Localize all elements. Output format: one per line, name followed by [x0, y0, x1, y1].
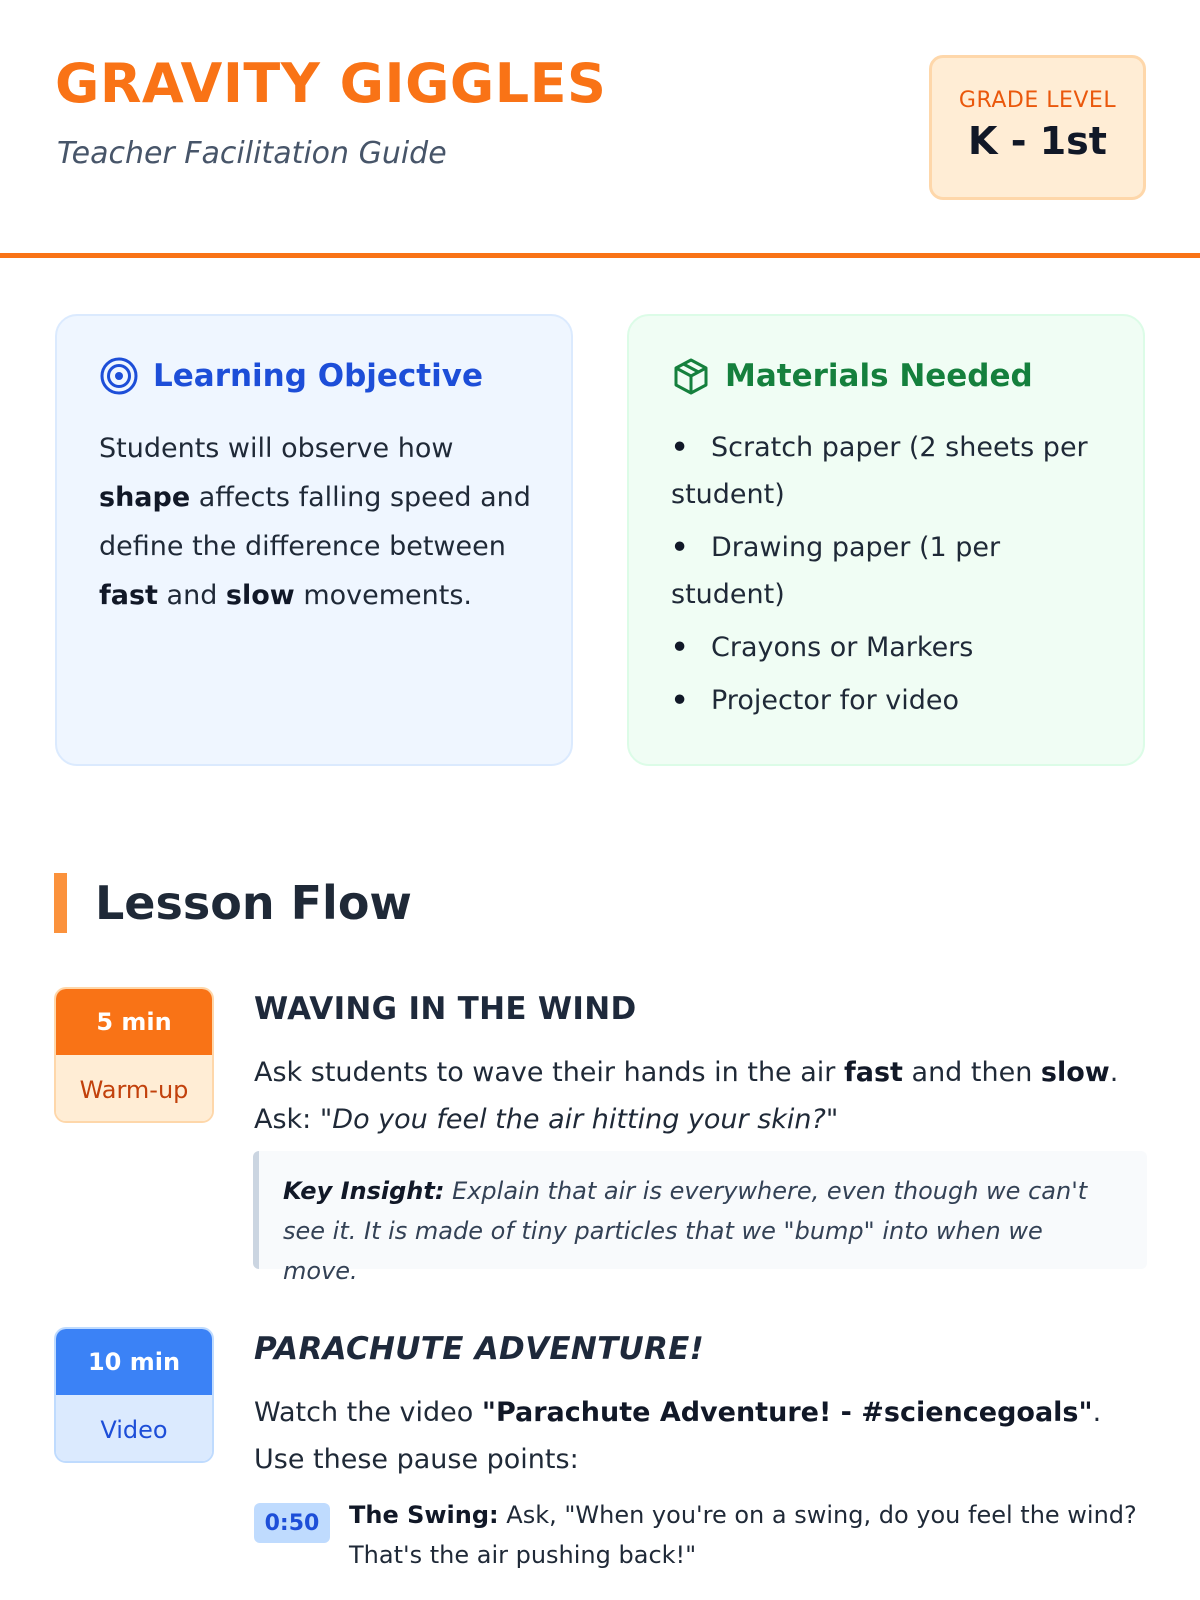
page-header [0, 0, 1200, 255]
step-title: WAVING IN THE WIND [254, 991, 637, 1027]
list-item: • Drawing paper (1 per student) [671, 532, 1001, 610]
lesson-flow-section-header [54, 873, 412, 933]
learning-objective-card [55, 314, 573, 766]
grade-level-badge [929, 55, 1146, 200]
pause-timestamp: 0:50 [254, 1503, 330, 1543]
key-insight-callout: Key Insight: Explain that air is everywhere, even though we can't see it. It is made of tiny particles that we "bump" into when we move. [253, 1151, 1147, 1269]
video-pause-point [254, 1495, 1154, 1575]
step-description: Watch the video "Parachute Adventure! - #sciencegoals". Use these pause points: [254, 1397, 1102, 1475]
step-description: Ask students to wave their hands in the air fast and then slow. Ask: "Do you feel the air hitting your skin?" [254, 1057, 1119, 1135]
lesson-flow-heading: Lesson Flow [95, 876, 412, 930]
header-divider [0, 253, 1200, 258]
materials-list [671, 424, 1121, 730]
section-accent-bar [54, 873, 67, 933]
step-duration-badge [54, 1327, 214, 1463]
step-title: PARACHUTE ADVENTURE! [254, 1331, 705, 1367]
page-subtitle: Teacher Facilitation Guide [57, 136, 447, 171]
learning-objective-text: Students will observe how shape affects falling speed and define the difference between fast and slow movements. [99, 433, 531, 611]
step-duration-badge [54, 987, 214, 1123]
pause-point-text: The Swing: Ask, "When you're on a swing, do you feel the wind? That's the air pushing back!" [349, 1501, 1137, 1569]
step-time: 5 min [56, 989, 212, 1055]
step-type: Video [56, 1395, 212, 1463]
target-icon [99, 356, 139, 396]
package-icon [671, 356, 711, 396]
materials-needed-header [671, 356, 1033, 396]
step-time: 10 min [56, 1329, 212, 1395]
grade-level-label: GRADE LEVEL [958, 88, 1117, 113]
grade-level-value: K - 1st [968, 119, 1107, 163]
page-title: GRAVITY GIGGLES [55, 52, 607, 115]
list-item: • Scratch paper (2 sheets per student) [671, 432, 1088, 510]
list-item: • Crayons or Markers [671, 632, 974, 663]
learning-objective-header [99, 356, 483, 396]
materials-needed-heading: Materials Needed [725, 358, 1033, 394]
step-type: Warm-up [56, 1055, 212, 1123]
list-item: • Projector for video [671, 685, 960, 716]
learning-objective-heading: Learning Objective [153, 358, 483, 394]
materials-needed-card [627, 314, 1145, 766]
